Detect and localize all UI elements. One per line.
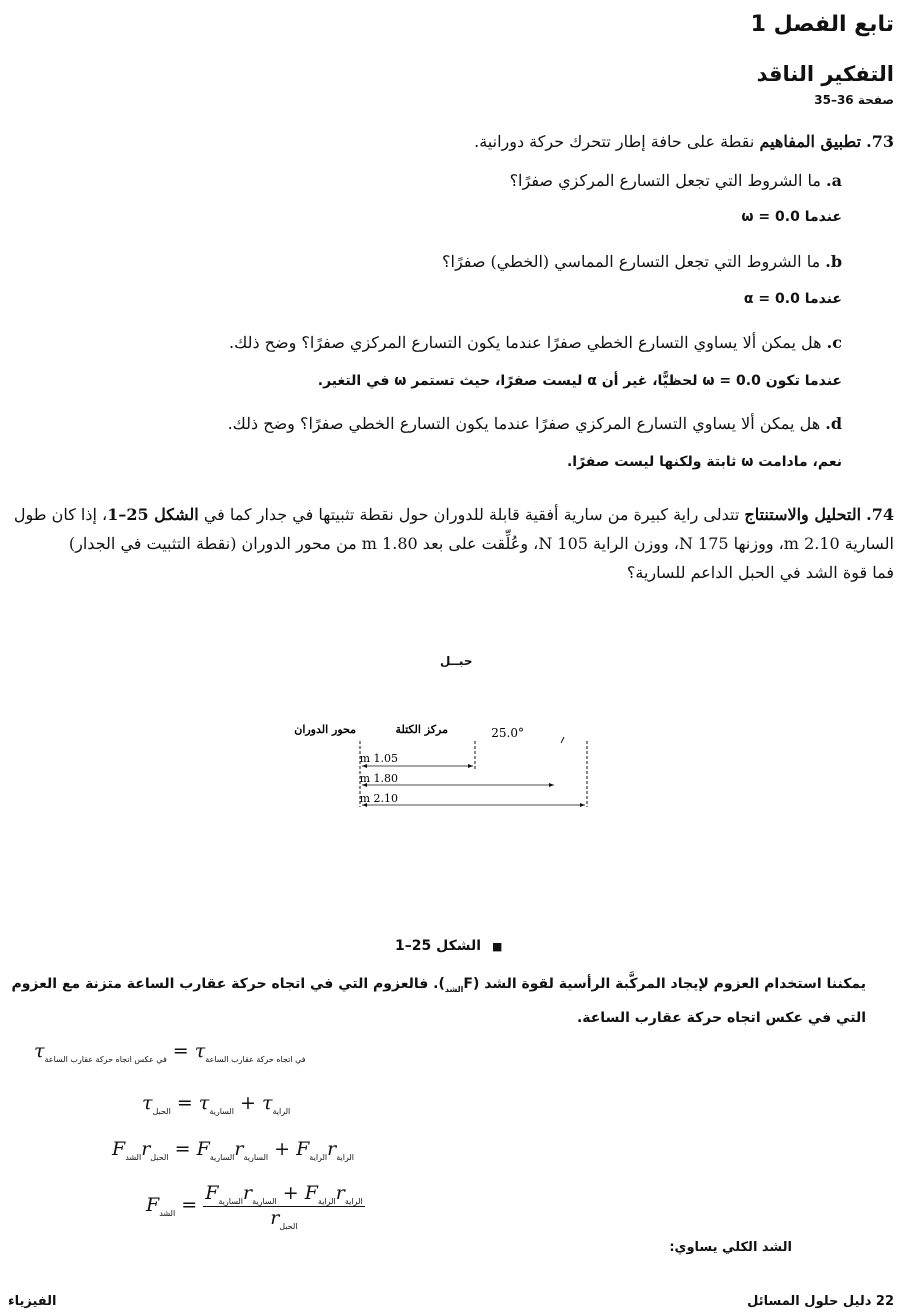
question-number: 74.: [866, 505, 894, 524]
caption-text: الشكل 25–1: [395, 938, 482, 954]
part-question: ما الشروط التي تجعل التسارع المركزي صفرًا؟: [509, 171, 821, 190]
q73a-answer: عندما ω = 0.0: [741, 209, 842, 225]
intro-sub: الشد: [444, 984, 464, 994]
question-text-line3: فما قوة الشد في الحبل الداعم للسارية؟: [626, 563, 894, 582]
question-74: [4, 500, 894, 587]
axis-label: محور الدوران: [294, 723, 356, 736]
part-question: هل يمكن ألا يساوي التسارع المركزي صفرًا عندما يكون التسارع الخطي صفرًا؟ وضح ذلك.: [227, 414, 821, 433]
q73d: [228, 414, 842, 433]
com-label: مركز الكتلة: [395, 723, 448, 736]
total-tension-label: الشد الكلي يساوي:: [669, 1240, 792, 1255]
arrow-head: [549, 783, 554, 787]
page-range: صفحة 36–35: [814, 93, 894, 107]
question-text: نقطة على حافة إطار تتحرك حركة دورانية.: [474, 132, 755, 151]
dim-label-3: 2.10 m: [359, 792, 398, 805]
footer-subject: الفيزياء: [8, 1294, 57, 1309]
q73c-answer: عندما تكون ω = 0.0 لحظيًّا، غير أن α ليست صفرًا، حيث تستمر ω في التغير.: [317, 373, 842, 389]
angle-label: 25.0°: [491, 726, 524, 740]
question-text-line1-end: ، إذا كان طول: [13, 505, 108, 524]
question-73: [474, 132, 894, 151]
intro-text-2: التي في عكس اتجاه حركة عقارب الساعة.: [576, 1009, 866, 1026]
fraction: $F_{السارية}r_{السارية} + F_{الراية}r_{الراية}$ $r_{الحبل}$: [205, 1182, 363, 1231]
equation-2: $\tau_{الحبل} = \tau_{السارية} + \tau_{الراية}$: [142, 1092, 291, 1116]
q73c: [229, 333, 842, 352]
dim-label-1: 1.05 m: [359, 752, 398, 765]
question-label: التحليل والاستنتاج: [744, 505, 862, 524]
q73a: [510, 171, 842, 190]
figure-caption: [395, 938, 502, 954]
footer-page: 22 دليل حلول المسائل: [747, 1294, 894, 1309]
equation-3: $F_{الشد}r_{الحبل} = F_{السارية}r_{السارية} + F_{الراية}r_{الراية}$: [112, 1138, 355, 1162]
question-label: تطبيق المفاهيم: [759, 132, 862, 151]
part-question: هل يمكن ألا يساوي التسارع الخطي صفرًا عندما يكون التسارع المركزي صفرًا؟ وضح ذلك.: [229, 333, 822, 352]
question-number: 73.: [866, 132, 894, 151]
solution-intro: [2, 970, 866, 1032]
arrow-head: [580, 803, 585, 807]
chapter-title: تابع الفصل 1: [750, 12, 894, 37]
question-text-line2: السارية 2.10 m، ووزنها 175 N، ووزن الراية 105 N، وعُلِّقت على بعد 1.80 m من محور الدوران (نقطة التثبيت في الجدار): [68, 534, 894, 553]
equation-4: $F_{الشد}$ = $F_{السارية}r_{السارية} + F_{الراية}r_{الراية}$ $r_{الحبل}$: [146, 1182, 363, 1231]
intro-text-1: يمكننا استخدام العزوم لإيجاد المركَّبة الرأسية لقوة الشد (F: [463, 976, 866, 992]
q73b: [442, 252, 842, 271]
equation-1: $\tau_{في عكس اتجاه حركة عقارب الساعة} = \tau_{في اتجاه حركة عقارب الساعة}$: [34, 1040, 306, 1064]
q73d-answer: نعم، مادامت ω ثابتة ولكنها ليست صفرًا.: [566, 454, 842, 470]
part-letter: c.: [826, 333, 842, 352]
pole-diagram: [294, 715, 620, 815]
q73b-answer: عندما α = 0.0: [743, 291, 842, 307]
figure-reference: الشكل 25–1: [107, 505, 199, 524]
part-question: ما الشروط التي تجعل التسارع المماسي (الخطي) صفرًا؟: [442, 252, 821, 271]
rope-label: حبــل: [440, 654, 473, 668]
part-letter: d.: [825, 414, 842, 433]
dim-label-2: 1.80 m: [359, 772, 398, 785]
intro-text-1-end: ). فالعزوم التي في اتجاه حركة عقارب الساعة متزنة مع العزوم: [11, 976, 445, 992]
arrow-head: [468, 764, 473, 768]
rope-tick: [561, 737, 564, 743]
part-letter: a.: [826, 171, 842, 190]
part-letter: b.: [825, 252, 842, 271]
question-text-line1: تتدلى راية كبيرة من سارية أفقية قابلة للدوران حول نقطة تثبيتها في جدار كما في: [203, 505, 740, 524]
caption-bullet: ■: [491, 940, 503, 953]
section-title: التفكير الناقد: [756, 62, 894, 86]
